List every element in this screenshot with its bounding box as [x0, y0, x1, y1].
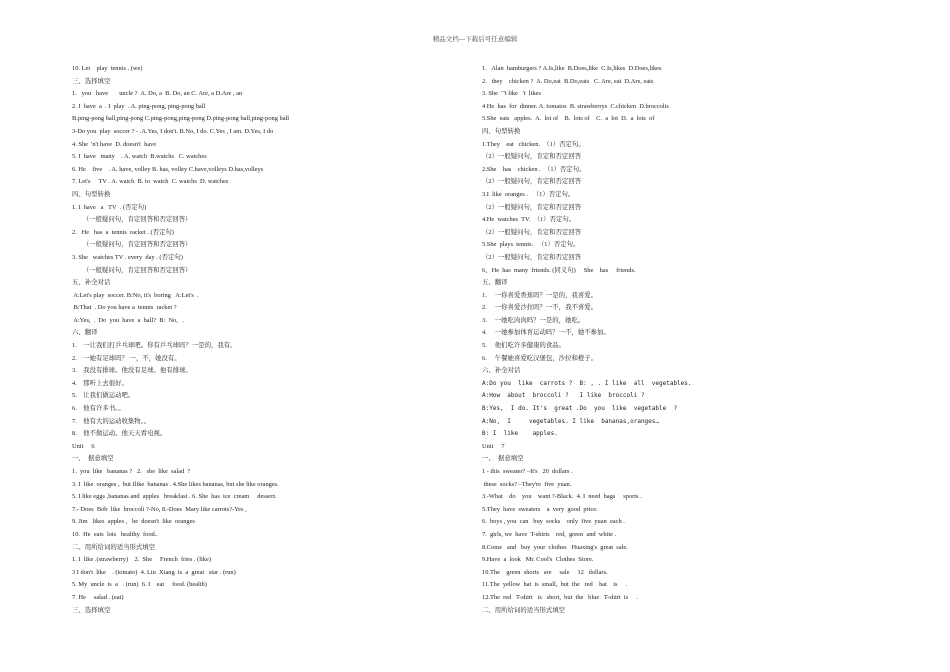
text-line: 10. He eats lots healthy food.. — [72, 530, 158, 538]
text-line: （2）一般疑问句，肯定和否定回答 — [482, 203, 582, 211]
text-line: Unit 6 — [72, 442, 95, 450]
text-line: 3. She '"t like 't likes — [482, 90, 541, 98]
text-line: 二、用所给词的适当形式填空 — [482, 606, 566, 614]
text-line: 六、翻译 — [72, 329, 98, 337]
text-line: 2. 一她有足球吗？ 一，不，她没有。 — [72, 354, 181, 362]
text-line: 1. you have uncle ? A. Do, a B. Do, an C. Are, a D.Are , an — [72, 90, 243, 98]
text-line: （一般疑问句，肯定回答和否定回答） — [78, 216, 192, 224]
text-line: （2）一般疑问句，肯定和否定回答 — [482, 178, 582, 186]
text-line: 4. She 'n't have D. doesn't have — [72, 140, 157, 148]
text-line: 7. He salad . (eat) — [72, 593, 124, 601]
text-line: 10. Let play tennis . (we) — [72, 65, 143, 72]
text-line: 2. 一你喜爱沙拉吗？一不，我不喜爱。 — [482, 304, 598, 312]
text-line: （2）一般疑问句，肯定和否定回答 — [482, 253, 582, 261]
text-line: 三、选择填空 — [72, 77, 111, 85]
text-line: 1. 一让我们打乒乓球吧。你有乒乓球吗？一是的，我有。 — [72, 342, 237, 350]
text-line: 3. 一她吃肉肉吗？一是的，她吃。 — [482, 316, 585, 324]
text-line: 5.She plays tennis. （1）否定句。 — [482, 241, 580, 249]
text-line: （2）一般疑问句，肯定和否定回答 — [482, 228, 582, 236]
text-line: 1. 一你喜爱香蕉吗？一是的，我喜爱。 — [482, 291, 598, 299]
text-line: these socks? –They're five yuan. — [482, 480, 572, 488]
text-line: Unit 7 — [482, 442, 505, 450]
text-line: 3.I like oranges . （1）否定句。 — [482, 190, 575, 198]
right-column — [482, 63, 882, 617]
text-line: （一般疑问句，肯定回答和否定回答） — [78, 266, 192, 274]
text-line: A:Let's play soccer. B:No, it's boring A:Let's . — [72, 291, 199, 299]
page-header: 精品文档---下载后可任意编辑 — [432, 36, 518, 43]
text-line: 4 He has for dinner. A. tomatos B. strawberrys C.chicken D.broccolis — [482, 102, 669, 110]
text-line: 6. 午餐她喜爱吃汉堡包，沙拉和橙子。 — [482, 354, 598, 362]
text-line: A:Do you like carrots ? B: , . I like all vegetables. — [482, 379, 692, 387]
text-line: 四、句型转换 — [482, 127, 521, 135]
left-column — [72, 63, 472, 617]
text-line: 8.Come and buy your clothes Huaxing's great sale. — [482, 543, 628, 551]
text-line: A:No, I vegetables. I like bananas,oranges… — [482, 417, 660, 425]
text-line: 一、 据意填空 — [482, 455, 524, 463]
text-line: 四、句型转换 — [72, 190, 111, 198]
text-line: 2.She has chicken . （1）否定句。 — [482, 165, 586, 173]
text-line: B.ping-pong ball,ping-pong C.ping-pong,ping-pong D.ping-pong ball,ping-pong ball — [72, 115, 290, 123]
text-line: 9.Have a look Mr. Cool's Clothes Store. — [482, 556, 594, 564]
text-line: 五、补全对话 — [72, 279, 111, 287]
text-line: 6、He has many friends. (同义句) She has friends. — [482, 266, 636, 274]
text-line: 3. 我没有排球。他没有足球。他有排球。 — [72, 367, 192, 375]
text-line: 2. I have a . I play . A. ping-pong, ping-pong ball — [72, 102, 206, 110]
text-line: 1. I like .(strawberry) 2. She French fries . (like) — [72, 556, 211, 564]
text-line: 1. I have a TV . (否定句) — [72, 203, 147, 211]
text-line: （一般疑问句，肯定回答和否定回答） — [78, 241, 192, 249]
text-line: B:That . Do you have a tennis racket ? — [72, 304, 177, 312]
text-line: 5.They have sweaters a very good price. — [482, 505, 598, 513]
text-line: 3.-What do you want ?-Black. 4. I need bags sports . — [482, 493, 642, 501]
text-line: 5. I like eggs ,bananas and apples breakfast . 6. She has ice cream dessert. — [72, 493, 277, 501]
text-line: B: I like apples. — [482, 430, 558, 438]
text-line: 4. 那听上去很好。 — [72, 379, 128, 387]
text-line: 6. boys , you can buy socks only five yuan each . — [482, 518, 625, 526]
text-line: 7. girls, we have T-shirts red, green and white . — [482, 530, 617, 538]
text-line: 五、翻译 — [482, 279, 508, 287]
text-line: 一、 据意填空 — [72, 455, 114, 463]
text-line: 7. 他有大的运动收集物。。 — [72, 417, 151, 425]
text-line: 6. 他有许多书。。 — [72, 405, 125, 413]
text-line: 5. My uncle is a . (run) 6. I eat food. (health) — [72, 581, 207, 589]
text-line: 6. He five . A. have, volley B. has, volley C.have,volleys D.has,volleys — [72, 165, 264, 173]
text-line: 8. 他不做运动。他天天看电视。 — [72, 430, 167, 438]
text-line: 3-Do you play soccer ? - .A.Yes, I don't. B.No, I do. C.Yes , I am. D.Yes, I do — [72, 127, 274, 135]
text-line: 7. Let's TV . A. watch B. to watch C. watchs D. watches — [72, 178, 229, 186]
text-line: 5. I have many . A. watch B.watchs C. watches — [72, 153, 207, 161]
text-line: A:How about broccoli ? I like broccoli ? — [482, 392, 645, 400]
text-line: 4. 一她参加体育运动吗？一不，她不参加。 — [482, 329, 610, 337]
text-line: （2）一般疑问句，肯定和否定回答 — [482, 153, 582, 161]
text-line: 7.- Does Bob like broccoli ?-No, 8.-Does Mary like carrots?-Yes , — [72, 505, 247, 513]
text-line: 1. you like bananas ? 2. she like salad ? — [72, 468, 191, 475]
text-line: 2. He has a tennis racket . (否定句) — [72, 228, 174, 236]
text-line: 三、选择填空 — [72, 606, 111, 614]
text-line: 2. they chicken ? A. Do,eat B.Do,eats C. Are, eat D.Are, eats — [482, 77, 654, 85]
text-line: 5.She eats apples. A. lot of B. lots of C. a lot D. a lots of — [482, 115, 655, 123]
text-line: 12.The red T-shirt is short, but the blue T-shirt is . — [482, 593, 638, 601]
text-line: 5. 让我们做运动吧。 — [72, 392, 135, 400]
text-line: 9. Jim likes apples , he doesn't like oranges — [72, 518, 195, 526]
text-line: 六、补全对话 — [482, 367, 521, 375]
text-line: 4.He watches TV. （1）否定句。 — [482, 216, 576, 224]
text-line: 5. 他们吃许多健康的食品。 — [482, 342, 566, 350]
text-line: 11.The yellow hat is small, but the red hat is . — [482, 581, 628, 589]
text-line: 1.They eat chicken. （1）否定句。 — [482, 140, 585, 148]
text-line: 3 I don't like . (tomato) 4. Liu Xiang is a great star . (run) — [72, 568, 236, 576]
text-line: A:Yes, . Do you have a ball? B: No, . — [72, 316, 185, 324]
text-line: 1 - this sweater? –It's 20 dollars . — [482, 468, 573, 475]
text-line: 1. Alan hamburgers ? A.Is,like B.Does,like C.Is,likes D.Does,likes — [482, 65, 662, 72]
text-line: 3. She watches TV . every day . (否定句) — [72, 253, 183, 261]
text-line: 10.The green shorts are sale 12 dollars. — [482, 568, 608, 576]
text-line: B:Yes, I do. It's great .Do you like vegetable ? — [482, 405, 678, 413]
text-line: 二、用所给词的适当形式填空 — [72, 543, 156, 551]
text-line: 3. I like oranges , but Ilike bananas . 4.She likes bananas, but she like oranges. — [72, 480, 279, 488]
